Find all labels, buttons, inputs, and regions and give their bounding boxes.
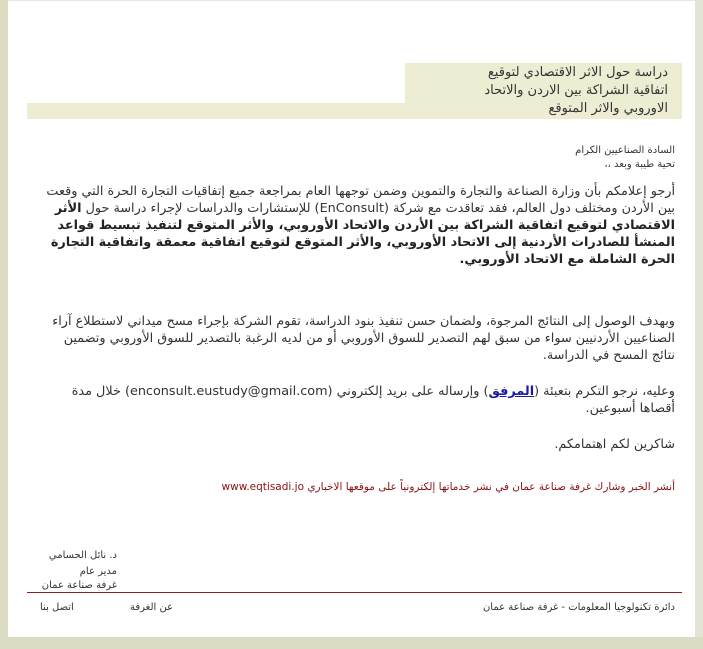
study-topic: الأثر الاقتصادي لتوقيع اتفاقية الشراكة بين الأردن والاتحاد الأوروبي، والأثر المتوقع لتنفيذ تبسيط قواعد المنشأ للصادرات الأردنية إلى الاتحاد الأوروبي، والأثر المتوقع لتوقيع اتفاقية معمقة واتفاقية التجارة الحرة الشاملة مع الاتحاد الأوروبي.	[50, 201, 675, 267]
survey-paragraph: وبهدف الوصول إلى النتائج المرجوة، ولضمان حسن تنفيذ بنود الدراسة، تقوم الشركة بإجراء مسح ميداني لاستطلاع آراء الصناعيين الأردنيين سواء من سبق لهم التصدير للسوق الأوروبي أو من لديه الرغبة بالتصدير للسوق الأوروبي وتضمين نتائج المسح في الدراسة.	[52, 314, 675, 363]
request-text-after: ) وإرساله على بريد إلكتروني (enconsult.eustudy@gmail.com) خلال مدة أقصاها أسبوعين.	[71, 384, 675, 416]
signature-name: د. نائل الحسامي	[48, 550, 117, 561]
attachment-link[interactable]: المرفق	[488, 384, 535, 399]
signature-organization: غرفة صناعة عمان	[41, 580, 117, 591]
request-text-before: وعليه، نرجو التكرم بتعبئة (	[534, 384, 675, 399]
right-border	[695, 0, 703, 649]
title-banner	[27, 63, 682, 119]
bottom-border	[0, 637, 703, 649]
top-border	[8, 0, 695, 1]
about-chamber-link[interactable]: عن الغرفة	[130, 602, 174, 613]
contact-us-link[interactable]: اتصل بنا	[40, 602, 74, 613]
thanks-paragraph: شاكرين لكم اهتمامكم.	[554, 437, 675, 452]
footer-department: دائرة تكنولوجيا المعلومات - غرفة صناعة عمان	[482, 602, 675, 613]
request-paragraph	[43, 383, 675, 417]
intro-paragraph	[43, 183, 675, 268]
intro-text: أرجو إعلامكم بأن وزارة الصناعة والتجارة والتموين وضمن توجهها العام بمراجعة جميع إتفاقيات التجارة الحرة التي وقعت بين الأردن ومختلف دول العالم، فقد تعاقدت مع شركة (EnConsult) للإستشارات والدراسات لإجراء دراسة حول	[46, 184, 675, 216]
footer-divider	[27, 592, 682, 593]
promo-text: أنشر الخبر وشارك غرفة صناعة عمان في نشر خدماتها إلكترونياً على موقعها الاخباري www.eqtisadi.jo	[221, 481, 675, 493]
title-line-2: اتفاقية الشراكة بين الاردن والاتحاد	[484, 83, 668, 98]
greeting: تحية طيبة وبعد ،،	[604, 159, 675, 170]
title-line-1: دراسة حول الاثر الاقتصادي لتوقيع	[487, 65, 668, 80]
signature-position: مدير عام	[79, 566, 117, 577]
title-line-3: الاوروبي والاثر المتوقع	[548, 101, 668, 116]
salutation: السادة الصناعيين الكرام	[575, 145, 675, 156]
left-border	[0, 0, 8, 649]
